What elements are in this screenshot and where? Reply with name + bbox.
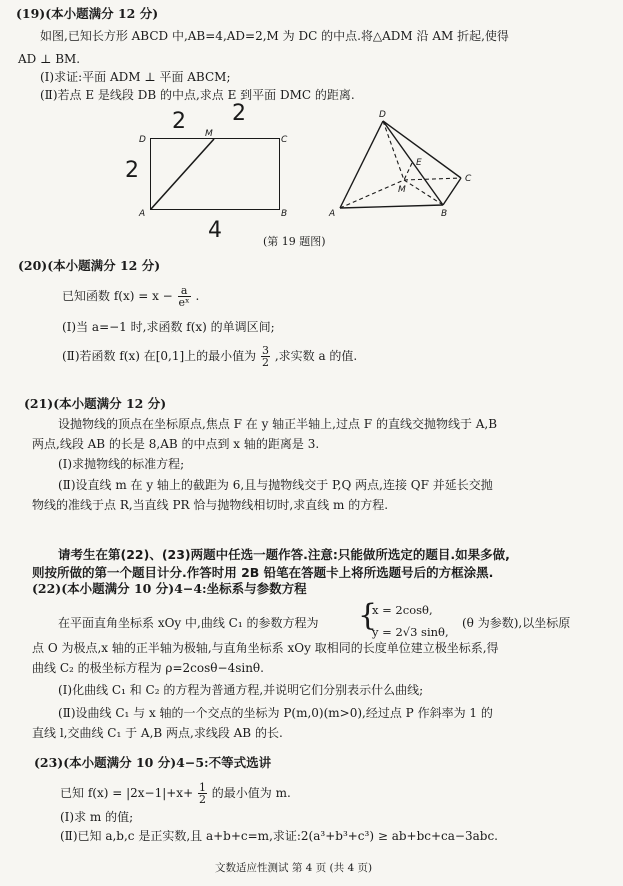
fig1-label-m: M [205,129,213,139]
q23-part2: (Ⅱ)已知 a,b,c 是正实数,且 a+b+c=m,求证:2(a³+b³+c³) ≥ ab+bc+ca−3abc. [60,829,498,843]
edge-em [404,163,412,180]
q19-header: (19)(本小题满分 12 分) [16,6,159,21]
q22-line1-suffix: (θ 为参数),以坐标原 [462,616,571,630]
q23-frac-num: 1 [198,781,206,794]
q22-line3: 曲线 C₂ 的极坐标方程为 ρ=2cosθ−4sinθ. [32,661,264,675]
q19-stem-line1: 如图,已知长方形 ABCD 中,AB=4,AD=2,M 为 DC 的中点.将△ADM 沿 AM 折起,使得 [40,29,509,43]
handwritten-2-top-left: 2 [172,109,186,134]
edge-ab [340,205,443,208]
handwritten-2-left: 2 [125,158,139,183]
q23-frac-den: 2 [198,793,206,806]
q20-part2-num: 3 [262,344,269,357]
q20-part2-fraction [261,345,270,368]
q22-system-eq2: y = 2√3 sinθ, [372,625,449,639]
q23-given [60,780,291,806]
q21-line1: 设抛物线的顶点在坐标原点,焦点 F 在 y 轴正半轴上,过点 F 的直线交抛物线于 A,B [58,417,498,431]
handwritten-2-top-right: 2 [232,101,246,126]
q19-part1: (Ⅰ)求证:平面 ADM ⊥ 平面 ABCM; [40,70,231,84]
selection-notice-line1: 请考生在第(22)、(23)两题中任选一题作答.注意:只能做所选定的题目.如果多做, [58,547,510,562]
edge-dc [383,121,461,178]
q19-part2: (Ⅱ)若点 E 是线段 DB 的中点,求点 E 到平面 DMC 的距离. [40,88,355,102]
edge-dm [383,121,404,180]
q22-part2-line2: 直线 l,交曲线 C₁ 于 A,B 两点,求线段 AB 的长. [32,726,283,740]
fig2-label-a: A [329,209,336,219]
handwritten-4-bottom: 4 [208,218,222,243]
fig2-label-b: B [441,209,448,219]
fig1-label-b: B [281,209,288,219]
q21-part2-line2: 物线的准线于点 R,当直线 PR 恰与抛物线相切时,求直线 m 的方程. [32,498,389,512]
q23-header: (23)(本小题满分 10 分)4−5:不等式选讲 [34,755,272,770]
q20-given-suffix: . [195,289,200,303]
q20-part2-den: 2 [262,356,269,369]
q22-header: (22)(本小题满分 10 分)4−4:坐标系与参数方程 [32,581,307,596]
q21-header: (21)(本小题满分 12 分) [24,396,167,411]
q22-system-eq1: x = 2cosθ, [372,603,433,617]
fig2-label-c: C [465,174,472,184]
q23-given-prefix: 已知 f(x) = |2x−1|+x+ [60,786,194,800]
q22-part1: (Ⅰ)化曲线 C₁ 和 C₂ 的方程为普通方程,并说明它们分别表示什么曲线; [58,683,424,697]
edge-mc [404,178,461,180]
q20-part2 [62,344,357,368]
q20-given-fraction [178,285,191,308]
q20-given-prefix: 已知函数 f(x) = x − [62,289,173,303]
fig1-label-a: A [139,209,146,219]
fig1-label-c: C [281,135,288,145]
q23-given-fraction [198,782,207,805]
edge-mb [404,180,443,205]
edge-da [340,121,383,208]
q22-line1-prefix: 在平面直角坐标系 xOy 中,曲线 C₁ 的参数方程为 [58,616,319,630]
q20-given [62,284,199,308]
q20-header: (20)(本小题满分 12 分) [18,258,161,273]
page-footer: 文数适应性测试 第 4 页 (共 4 页) [215,862,373,874]
q21-line2: 两点,线段 AB 的长是 8,AB 的中点到 x 轴的距离是 3. [32,437,320,451]
selection-notice-line2: 则按所做的第一个题目计分.作答时用 2B 铅笔在答题卡上将所选题号后的方框涂黑. [32,565,494,580]
q20-frac-den: eˣ [178,296,190,309]
fig2-label-e: E [416,158,422,168]
q23-given-suffix: 的最小值为 m. [211,786,291,800]
q19-stem-line2: AD ⊥ BM. [18,52,81,66]
fig1-label-d: D [139,135,146,145]
edge-am [340,180,404,208]
fig2-label-m: M [398,185,406,195]
q21-part2-line1: (Ⅱ)设直线 m 在 y 轴上的截距为 6,且与抛物线交于 P,Q 两点,连接 QF 并延长交抛 [58,478,493,492]
q20-part2-prefix: (Ⅱ)若函数 f(x) 在[0,1]上的最小值为 [62,349,257,363]
q22-system-brace: { [358,598,378,633]
q20-frac-num: a [178,285,191,297]
q22-line2: 点 O 为极点,x 轴的正半轴为极轴,与直角坐标系 xOy 取相同的长度单位建立极坐标系,得 [32,641,499,655]
q23-part1: (Ⅰ)求 m 的值; [60,810,134,824]
q20-part2-suffix: ,求实数 a 的值. [274,349,358,363]
edge-bc [443,178,461,205]
q19-figure-caption: (第 19 题图) [263,235,326,248]
q22-part2-line1: (Ⅱ)设曲线 C₁ 与 x 轴的一个交点的坐标为 P(m,0)(m>0),经过点 P 作斜率为 1 的 [58,706,493,720]
fig2-label-d: D [379,110,386,120]
q20-part1: (Ⅰ)当 a=−1 时,求函数 f(x) 的单调区间; [62,320,275,334]
edge-db [383,121,443,205]
q21-part1: (Ⅰ)求抛物线的标准方程; [58,457,185,471]
